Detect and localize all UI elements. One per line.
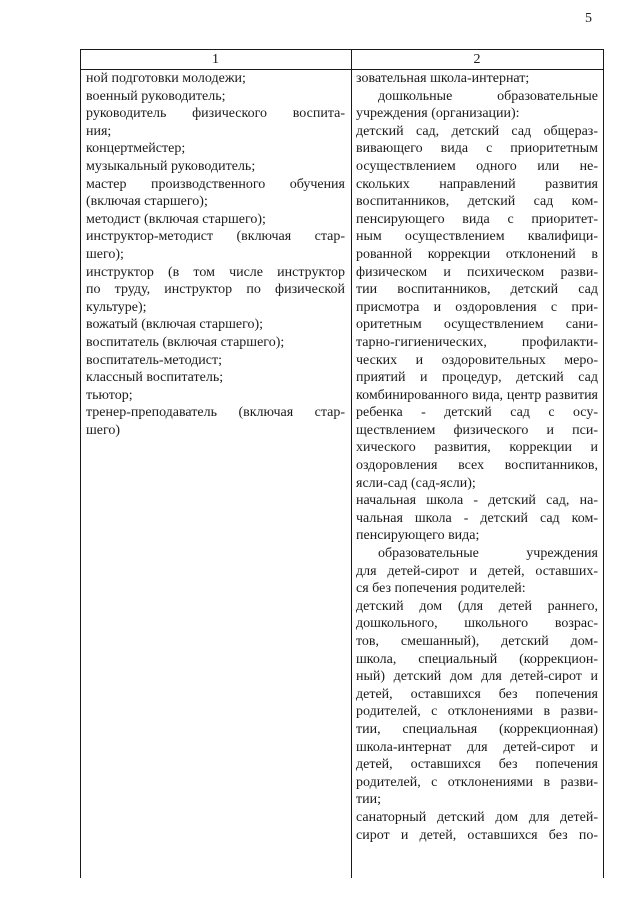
text-line: ся без попечения родителей: bbox=[356, 581, 526, 597]
text-line: по труду, инструктор по физической bbox=[86, 282, 345, 298]
text-line: дошкольного, школьного возрас- bbox=[356, 616, 598, 632]
text-line: военный руководитель; bbox=[86, 88, 226, 104]
text-line: воспитанников, детский сад ком- bbox=[356, 194, 598, 210]
text-line: ния; bbox=[86, 123, 112, 139]
column-1-content bbox=[86, 70, 345, 439]
text-line: музыкальный руководитель; bbox=[86, 158, 256, 174]
text-line: физическом и психическом разви- bbox=[356, 264, 598, 280]
text-line: санаторный детский дом для детей- bbox=[356, 809, 598, 825]
text-line: дошкольные образовательные bbox=[378, 88, 598, 104]
text-line: ществлением физического и пси- bbox=[356, 422, 598, 438]
text-line: ным осуществлением квалифици- bbox=[356, 229, 598, 245]
text-line: сирот и детей, оставшихся без по- bbox=[356, 827, 598, 843]
text-line: оздоровления всех воспитанников, bbox=[356, 458, 598, 474]
text-line: образовательные учреждения bbox=[378, 546, 598, 562]
text-line: тренер-преподаватель (включая стар- bbox=[86, 405, 345, 421]
text-line: ный) детский дом для детей-сирот и bbox=[356, 669, 598, 685]
text-line: тии; bbox=[356, 792, 381, 808]
column-divider bbox=[351, 49, 352, 878]
text-line: скольких направлений развития bbox=[356, 176, 598, 192]
text-line: мастер производственного обучения bbox=[86, 176, 345, 192]
text-line: тов, смешанный), детский дом- bbox=[356, 634, 598, 649]
text-line: оритетным осуществлением сани- bbox=[356, 317, 598, 333]
text-line: пенсирующего вида; bbox=[356, 528, 480, 544]
text-line: детей, оставшихся без попечения bbox=[356, 757, 598, 773]
text-line: тии воспитанников, детский сад bbox=[356, 282, 598, 298]
text-line: школа, специальный (коррекцион- bbox=[356, 651, 598, 667]
text-line: присмотра и оздоровления с при- bbox=[356, 299, 598, 315]
text-line: ясли-сад (сад-ясли); bbox=[356, 475, 476, 491]
text-line: рованной коррекции отклонений в bbox=[356, 246, 598, 262]
text-line: тии, специальная (коррекционная) bbox=[356, 721, 598, 737]
text-line: зовательная школа-интернат; bbox=[356, 71, 530, 86]
text-line: начальная школа - детский сад, на- bbox=[356, 493, 598, 509]
text-line: пенсирующего вида с приоритет- bbox=[356, 211, 598, 227]
table-right-border bbox=[603, 49, 604, 878]
text-line: инструктор (в том числе инструктор bbox=[86, 264, 345, 280]
text-line: чальная школа - детский сад ком- bbox=[356, 510, 598, 526]
text-line: осуществлением одного или не- bbox=[356, 158, 598, 174]
text-line: классный воспитатель; bbox=[86, 370, 224, 386]
text-line: ребенка - детский сад с осу- bbox=[356, 405, 598, 421]
text-line: инструктор-методист (включая стар- bbox=[86, 229, 345, 245]
text-line: методист (включая старшего); bbox=[86, 211, 266, 227]
text-line: вожатый (включая старшего); bbox=[86, 317, 264, 333]
text-line: тьютор; bbox=[86, 387, 133, 403]
text-line: родителей, с отклонениями в разви- bbox=[356, 774, 598, 790]
text-line: детский сад, детский сад общераз- bbox=[356, 123, 598, 139]
text-line: для детей-сирот и детей, оставших- bbox=[356, 563, 598, 579]
text-line: ческих и оздоровительных меро- bbox=[356, 352, 598, 368]
text-line: культуре); bbox=[86, 299, 147, 315]
table-left-border bbox=[80, 49, 81, 878]
column-header-2: 2 bbox=[473, 52, 481, 67]
text-line: детей, оставшихся без попечения bbox=[356, 686, 598, 702]
text-line: приятий и процедур, детский сад bbox=[356, 370, 598, 386]
text-line: воспитатель (включая старшего); bbox=[86, 334, 285, 350]
text-line: воспитатель-методист; bbox=[86, 352, 223, 368]
text-line: шего); bbox=[86, 246, 124, 262]
page-number: 5 bbox=[585, 11, 592, 26]
text-line: шего) bbox=[86, 422, 121, 438]
text-line: вивающего вида с приоритетным bbox=[356, 141, 598, 157]
column-header-1: 1 bbox=[212, 52, 219, 67]
column-2-content bbox=[356, 70, 598, 844]
text-line: комбинированного вида, центр развития bbox=[356, 387, 598, 403]
text-line: ной подготовки молодежи; bbox=[86, 71, 246, 86]
text-line: учреждения (организации): bbox=[356, 106, 520, 122]
text-line: тарно-гигиенических, профилакти- bbox=[356, 334, 598, 350]
text-line: школа-интернат для детей-сирот и bbox=[356, 739, 598, 755]
text-line: (включая старшего); bbox=[86, 194, 208, 210]
text-line: детский дом (для детей раннего, bbox=[356, 598, 598, 614]
text-line: хического развития, коррекции и bbox=[356, 440, 598, 456]
text-line: родителей, с отклонениями в разви- bbox=[356, 704, 598, 720]
text-line: руководитель физического воспита- bbox=[86, 106, 345, 122]
text-line: концертмейстер; bbox=[86, 141, 186, 157]
